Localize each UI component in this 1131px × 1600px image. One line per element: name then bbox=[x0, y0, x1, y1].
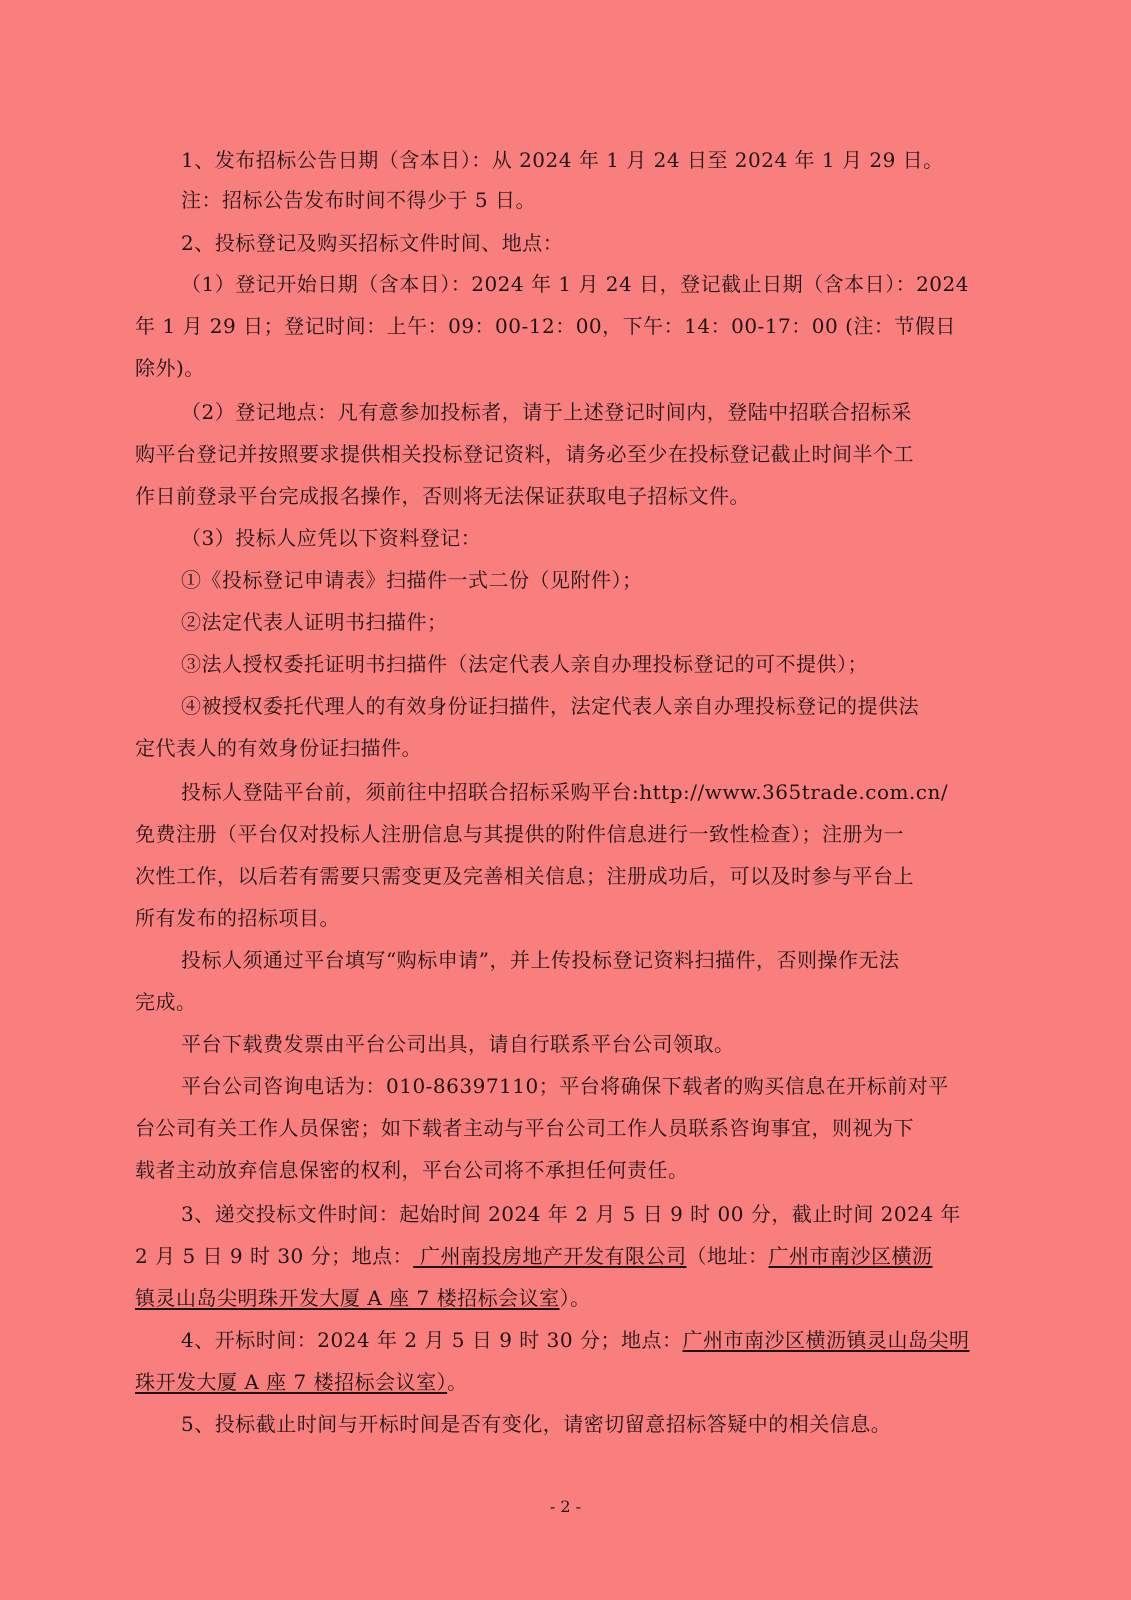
submission-time-text: 2 月 5 日 9 时 30 分；地点： bbox=[135, 1244, 414, 1268]
paragraph-section-2-heading: 2、投标登记及购买招标文件时间、地点： bbox=[181, 231, 564, 255]
list-item-id-card-line-2: 定代表人的有效身份证扫描件。 bbox=[135, 736, 422, 760]
paragraph-publish-date: 1、发布招标公告日期（含本日）：从 2024 年 1 月 24 日至 2024 年 1 月 29 日。 bbox=[181, 148, 944, 172]
opening-place-part-2: 珠开发大厦 A 座 7 楼招标会议室） bbox=[135, 1370, 448, 1394]
paragraph-opening-time-line-1 bbox=[181, 1328, 969, 1352]
submission-address-part-2: 镇灵山岛尖明珠开发大厦 A 座 7 楼招标会议室 bbox=[135, 1286, 560, 1310]
paragraph-consulting-phone-line-2: 台公司有关工作人员保密；如下载者主动与平台公司工作人员联系咨询事宜，则视为下 bbox=[135, 1116, 914, 1140]
submission-address-close: ）。 bbox=[559, 1286, 591, 1310]
page-number: - 2 - bbox=[549, 1497, 582, 1516]
paragraph-consulting-phone-line-1: 平台公司咨询电话为：010-86397110；平台将确保下载者的购买信息在开标前对平 bbox=[181, 1074, 949, 1098]
list-item-application-form: ①《投标登记申请表》扫描件一式二份（见附件）； bbox=[181, 568, 643, 592]
paragraph-note: 注：招标公告发布时间不得少于 5 日。 bbox=[181, 188, 536, 212]
paragraph-consulting-phone-line-3: 载者主动放弃信息保密的权利，平台公司将不承担任何责任。 bbox=[135, 1158, 689, 1182]
opening-place-end: 。 bbox=[447, 1370, 468, 1394]
paragraph-registration-place-line-2: 购平台登记并按照要求提供相关投标登记资料，请务必至少在投标登记截止时间半个工 bbox=[135, 442, 914, 466]
paragraph-registration-place-line-1: （2）登记地点：凡有意参加投标者，请于上述登记时间内，登陆中招联合招标采 bbox=[181, 400, 912, 424]
submission-place-company: 广州南投房地产开发有限公司 bbox=[413, 1244, 687, 1268]
paragraph-submission-time-line-3 bbox=[135, 1286, 591, 1310]
paragraph-invoice: 平台下载费发票由平台公司出具，请自行联系平台公司领取。 bbox=[181, 1032, 735, 1056]
paragraph-submission-time-line-1: 3、递交投标文件时间：起始时间 2024 年 2 月 5 日 9 时 00 分，截止时间 2024 年 bbox=[181, 1202, 961, 1226]
list-item-authorization-certificate: ③法人授权委托证明书扫描件（法定代表人亲自办理投标登记的可不提供）； bbox=[181, 652, 868, 676]
paragraph-registration-dates-line-3: 除外)。 bbox=[135, 356, 205, 380]
paragraph-registration-place-line-3: 作日前登录平台完成报名操作，否则将无法保证获取电子招标文件。 bbox=[135, 484, 750, 508]
paragraph-platform-registration-line-2: 免费注册（平台仅对投标人注册信息与其提供的附件信息进行一致性检查）；注册为一 bbox=[135, 822, 904, 846]
paragraph-submission-time-line-2 bbox=[135, 1244, 932, 1268]
paragraph-deadline-change-notice: 5、投标截止时间与开标时间是否有变化，请密切留意招标答疑中的相关信息。 bbox=[181, 1412, 892, 1436]
paragraph-registration-dates-line-2: 年 1 月 29 日；登记时间：上午：09：00-12：00，下午：14：00-17：00 (注：节假日 bbox=[135, 314, 956, 338]
paragraph-platform-registration-line-1: 投标人登陆平台前，须前往中招联合招标采购平台:http://www.365trade.com.cn/ bbox=[181, 780, 949, 804]
paragraph-platform-registration-line-3: 次性工作，以后若有需要只需变更及完善相关信息；注册成功后，可以及时参与平台上 bbox=[135, 864, 914, 888]
list-item-legal-rep-certificate: ②法定代表人证明书扫描件； bbox=[181, 610, 448, 634]
paragraph-registration-dates-line-1: （1）登记开始日期（含本日）：2024 年 1 月 24 日，登记截止日期（含本日）：2024 bbox=[181, 272, 969, 296]
submission-address-label: （地址： bbox=[686, 1244, 769, 1268]
paragraph-purchase-application-line-2: 完成。 bbox=[135, 990, 197, 1014]
opening-time-text: 4、开标时间：2024 年 2 月 5 日 9 时 30 分；地点： bbox=[181, 1328, 683, 1352]
paragraph-opening-time-line-2 bbox=[135, 1370, 468, 1394]
paragraph-required-materials: （3）投标人应凭以下资料登记： bbox=[181, 526, 482, 550]
submission-address-part-1: 广州市南沙区横沥 bbox=[768, 1244, 933, 1268]
opening-place-part-1: 广州市南沙区横沥镇灵山岛尖明 bbox=[682, 1328, 970, 1352]
paragraph-platform-registration-line-4: 所有发布的招标项目。 bbox=[135, 906, 340, 930]
list-item-id-card-line-1: ④被授权委托代理人的有效身份证扫描件，法定代表人亲自办理投标登记的提供法 bbox=[181, 694, 919, 718]
paragraph-purchase-application-line-1: 投标人须通过平台填写“购标申请”，并上传投标登记资料扫描件，否则操作无法 bbox=[181, 948, 900, 972]
